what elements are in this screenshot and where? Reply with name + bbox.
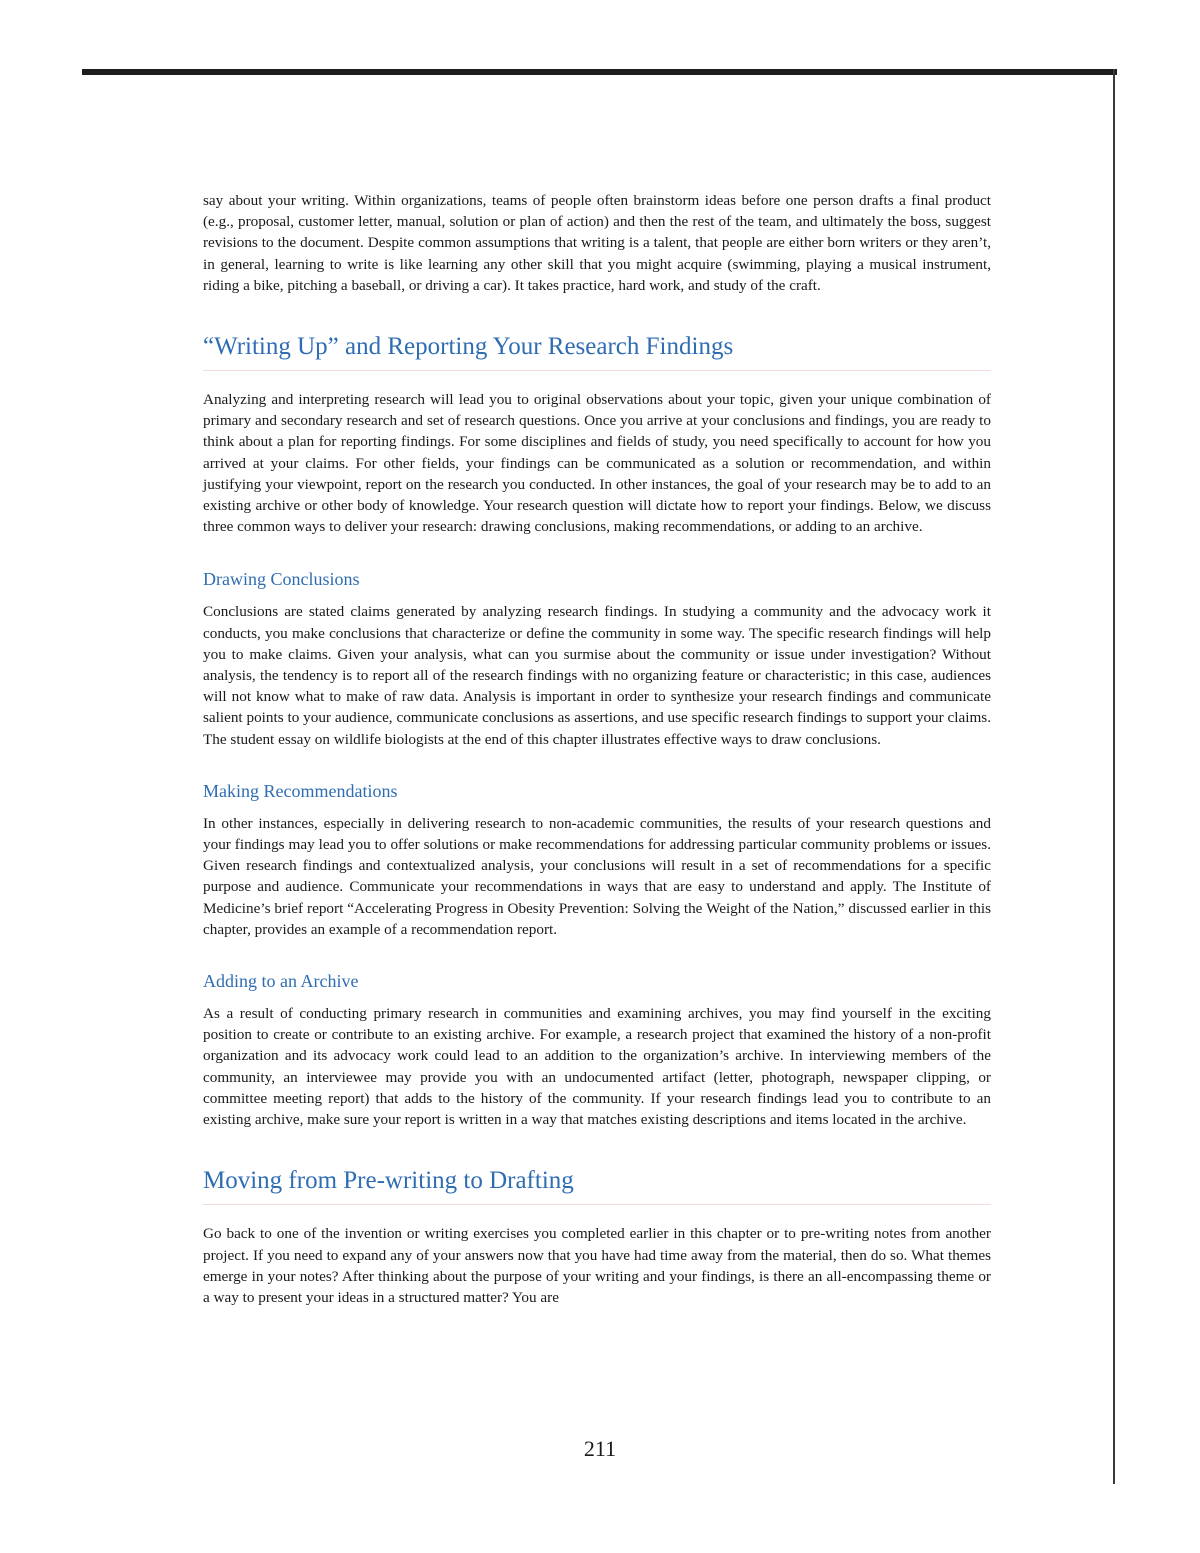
paragraph-writing-up: Analyzing and interpreting research will lead you to original observations about your topic, given your unique combination of primary and secondary research and set of research questions. Once you arrive at your conclusions and findings, you are ready to think about a plan for reporting findings. For some disciplines and fields of study, you need specifically to account for how you arrived at your claims. For other fields, your findings can be communicated as a solution or recommendation, and within justifying your viewpoint, report on the research you conducted. In other instances, the goal of your research may be to add to an existing archive or other body of knowledge. Your research question will dictate how to report your findings. Below, we discuss three common ways to deliver your research: drawing conclusions, making recommendations, or adding to an archive. [203, 391, 991, 536]
heading-moving-prewriting-drafting: Moving from Pre-writing to Drafting [203, 1166, 991, 1205]
heading-writing-up-research-findings: “Writing Up” and Reporting Your Research Findings [203, 332, 991, 371]
page-content [203, 190, 991, 1308]
page-top-border [82, 69, 1117, 75]
paragraph-drawing-conclusions: Conclusions are stated claims generated by analyzing research findings. In studying a community and the advocacy work it conducts, you make conclusions that characterize or define the community in some way. The specific research findings will help you to make claims. Given your analysis, what can you surmise about the community or issue under investigation? Without analysis, the tendency is to report all of the research findings with no organizing feature or characteristic; in this case, audiences will not know what to make of raw data. Analysis is important in order to synthesize your research findings and communicate salient points to your audience, communicate conclusions as assertions, and use specific research findings to support your claims. The student essay on wildlife biologists at the end of this chapter illustrates effective ways to draw conclusions. [203, 603, 991, 748]
paragraph-moving-prewriting: Go back to one of the invention or writing exercises you completed earlier in this chapter or to pre-writing notes from another project. If you need to expand any of your answers now that you have had time away from the material, then do so. What themes emerge in your notes? After thinking about the purpose of your writing and your findings, is there an all-encompassing theme or a way to present your ideas in a structured matter? You are [203, 1225, 991, 1306]
paragraph-making-recommendations: In other instances, especially in delivering research to non-academic communities, the results of your research questions and your findings may lead you to offer solutions or make recommendations for addressing particular community problems or issues. Given research findings and contextualized analysis, your conclusions will result in a set of recommendations for a specific purpose and audience. Communicate your recommendations in ways that are easy to understand and apply. The Institute of Medicine’s brief report “Accelerating Progress in Obesity Prevention: Solving the Weight of the Nation,” discussed earlier in this chapter, provides an example of a recommendation report. [203, 814, 991, 938]
subheading-making-recommendations: Making Recommendations [203, 780, 398, 801]
page-right-border [1113, 69, 1115, 1484]
subheading-drawing-conclusions: Drawing Conclusions [203, 569, 360, 590]
paragraph-adding-to-archive: As a result of conducting primary research in communities and examining archives, you may find yourself in the exciting position to create or contribute to an existing archive. For example, a research project that examined the history of a non-profit organization and its advocacy work could lead to an addition to the organization’s archive. In interviewing members of the community, an interviewee may provide you with an undocumented artifact (letter, photograph, newspaper clipping, or committee meeting report) that adds to the history of the community. If your research findings lead you to contribute to an existing archive, make sure your report is written in a way that matches existing descriptions and items located in the archive. [203, 1005, 991, 1129]
page-number: 211 [583, 1436, 617, 1461]
subheading-adding-to-archive: Adding to an Archive [203, 971, 359, 992]
paragraph-intro: say about your writing. Within organizations, teams of people often brainstorm ideas before one person drafts a final product (e.g., proposal, customer letter, manual, solution or plan of action) and then the rest of the team, and ultimately the boss, suggest revisions to the document. Despite common assumptions that writing is a talent, that people are either born writers or they aren’t, in general, learning to write is like learning any other skill that you might acquire (swimming, playing a musical instrument, riding a bike, pitching a baseball, or driving a car). It takes practice, hard work, and study of the craft. [203, 192, 991, 294]
